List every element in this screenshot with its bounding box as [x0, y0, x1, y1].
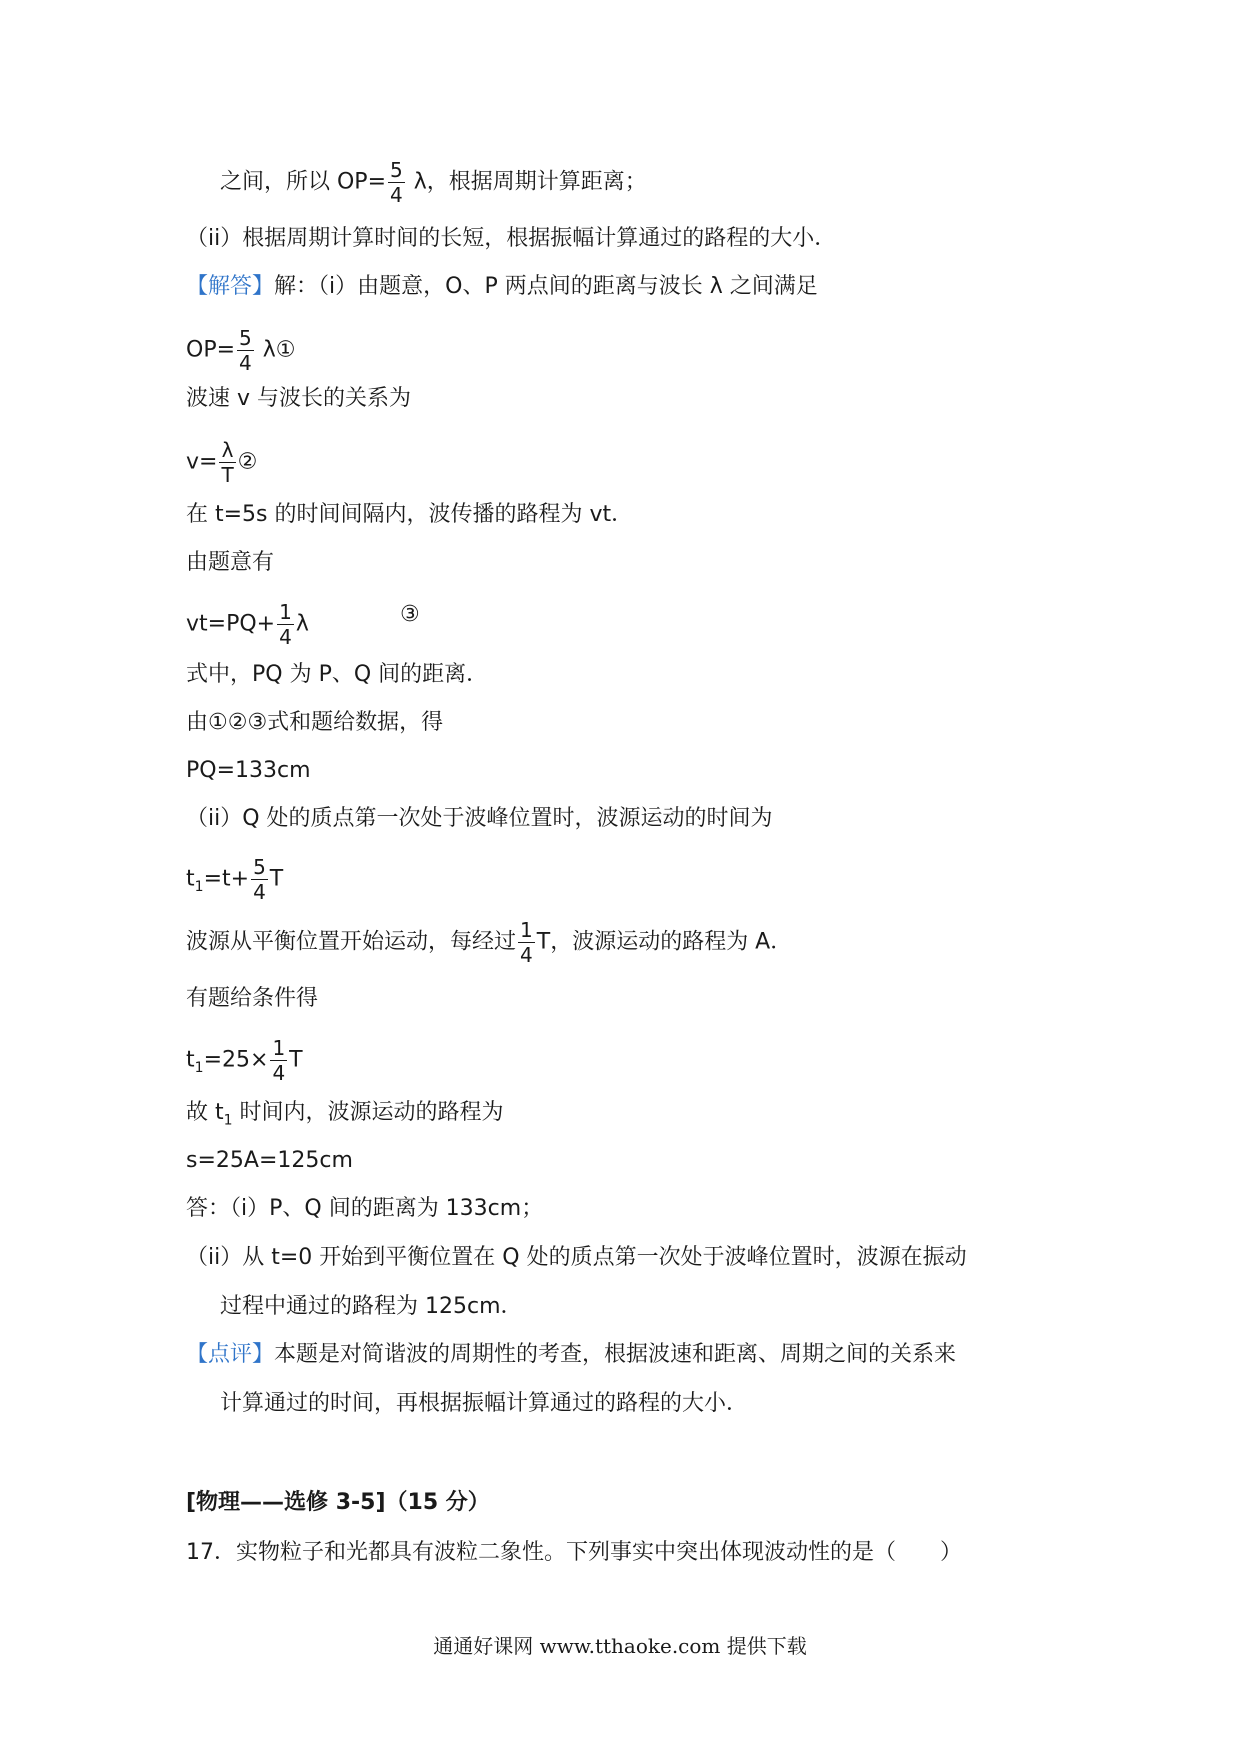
- comment-tag: 【点评】: [186, 1342, 275, 1367]
- text-line: 波源从平衡位置开始运动，每经过 $\frac{1}{4}$ T，波源运动的路程为 A．: [186, 918, 793, 967]
- fraction: $\frac{5}{4}$: [239, 326, 252, 375]
- answer-tag: 【解答】: [186, 274, 275, 299]
- section-heading: [物理——选修 3-5]（15 分）: [186, 1490, 490, 1515]
- text-line: （ii）Q 处的质点第一次处于波峰位置时，波源运动的时间为: [186, 806, 773, 831]
- text-line: 故 $t_1$ 时间内，波源运动的路程为: [186, 1100, 504, 1129]
- text-line: 之间，所以 OP= $\frac{5}{4}$ λ，根据周期计算距离；: [220, 158, 647, 207]
- fraction: $\frac{5}{4}$: [253, 855, 266, 904]
- text-line: （ii）根据周期计算时间的长短，根据振幅计算通过的路程的大小．: [186, 226, 837, 251]
- text-line: 波速 v 与波长的关系为: [186, 386, 412, 411]
- text-line: 计算通过的时间，再根据振幅计算通过的路程的大小．: [220, 1391, 749, 1416]
- text-line: 【点评】本题是对简谐波的周期性的考查，根据波速和距离、周期之间的关系来: [186, 1342, 957, 1367]
- text-line: 式中，PQ 为 P、Q 间的距离．: [186, 662, 489, 687]
- text-line: 在 t=5s 的时间间隔内，波传播的路程为 vt．: [186, 502, 634, 527]
- text-line: PQ=133cm: [186, 758, 311, 783]
- text-line: 有题给条件得: [186, 986, 319, 1011]
- text-line: （ii）从 t=0 开始到平衡位置在 Q 处的质点第一次处于波峰位置时，波源在振动: [186, 1245, 967, 1270]
- fraction: $\frac{5}{4}$: [390, 158, 403, 207]
- equation: OP= $\frac{5}{4}$ λ①: [186, 326, 296, 375]
- fraction: $\frac{1}{4}$: [279, 600, 292, 649]
- page-footer: 通通好课网 www.tthaoke.com 提供下载: [433, 1634, 807, 1658]
- equation: $t_1=25\times$ $\frac{1}{4}$ T: [186, 1036, 303, 1085]
- text-line: 【解答】解：（i）由题意，O、P 两点间的距离与波长 λ 之间满足: [186, 274, 818, 299]
- equation: vt=PQ+ $\frac{1}{4}$ λ: [186, 600, 309, 649]
- text-line: 答：（i）P、Q 间的距离为 133cm；: [186, 1196, 544, 1221]
- text-line: s=25A=125cm: [186, 1148, 353, 1173]
- fraction: $\frac{1}{4}$: [520, 918, 533, 967]
- equation: v= $\frac{\lambda}{T}$ ②: [186, 438, 258, 487]
- equation-marker: ③: [400, 602, 420, 627]
- fraction: $\frac{1}{4}$: [272, 1036, 286, 1085]
- text-line: 过程中通过的路程为 125cm．: [220, 1294, 523, 1319]
- text-line: 由①②③式和题给数据，得: [186, 710, 444, 735]
- text-line: 由题意有: [186, 550, 275, 575]
- equation: $t_1=t+$ $\frac{5}{4}$ T: [186, 855, 284, 904]
- fraction: $\frac{\lambda}{T}$: [221, 438, 234, 487]
- question-text: 17．实物粒子和光都具有波粒二象性。下列事实中突出体现波动性的是（ ）: [186, 1540, 962, 1565]
